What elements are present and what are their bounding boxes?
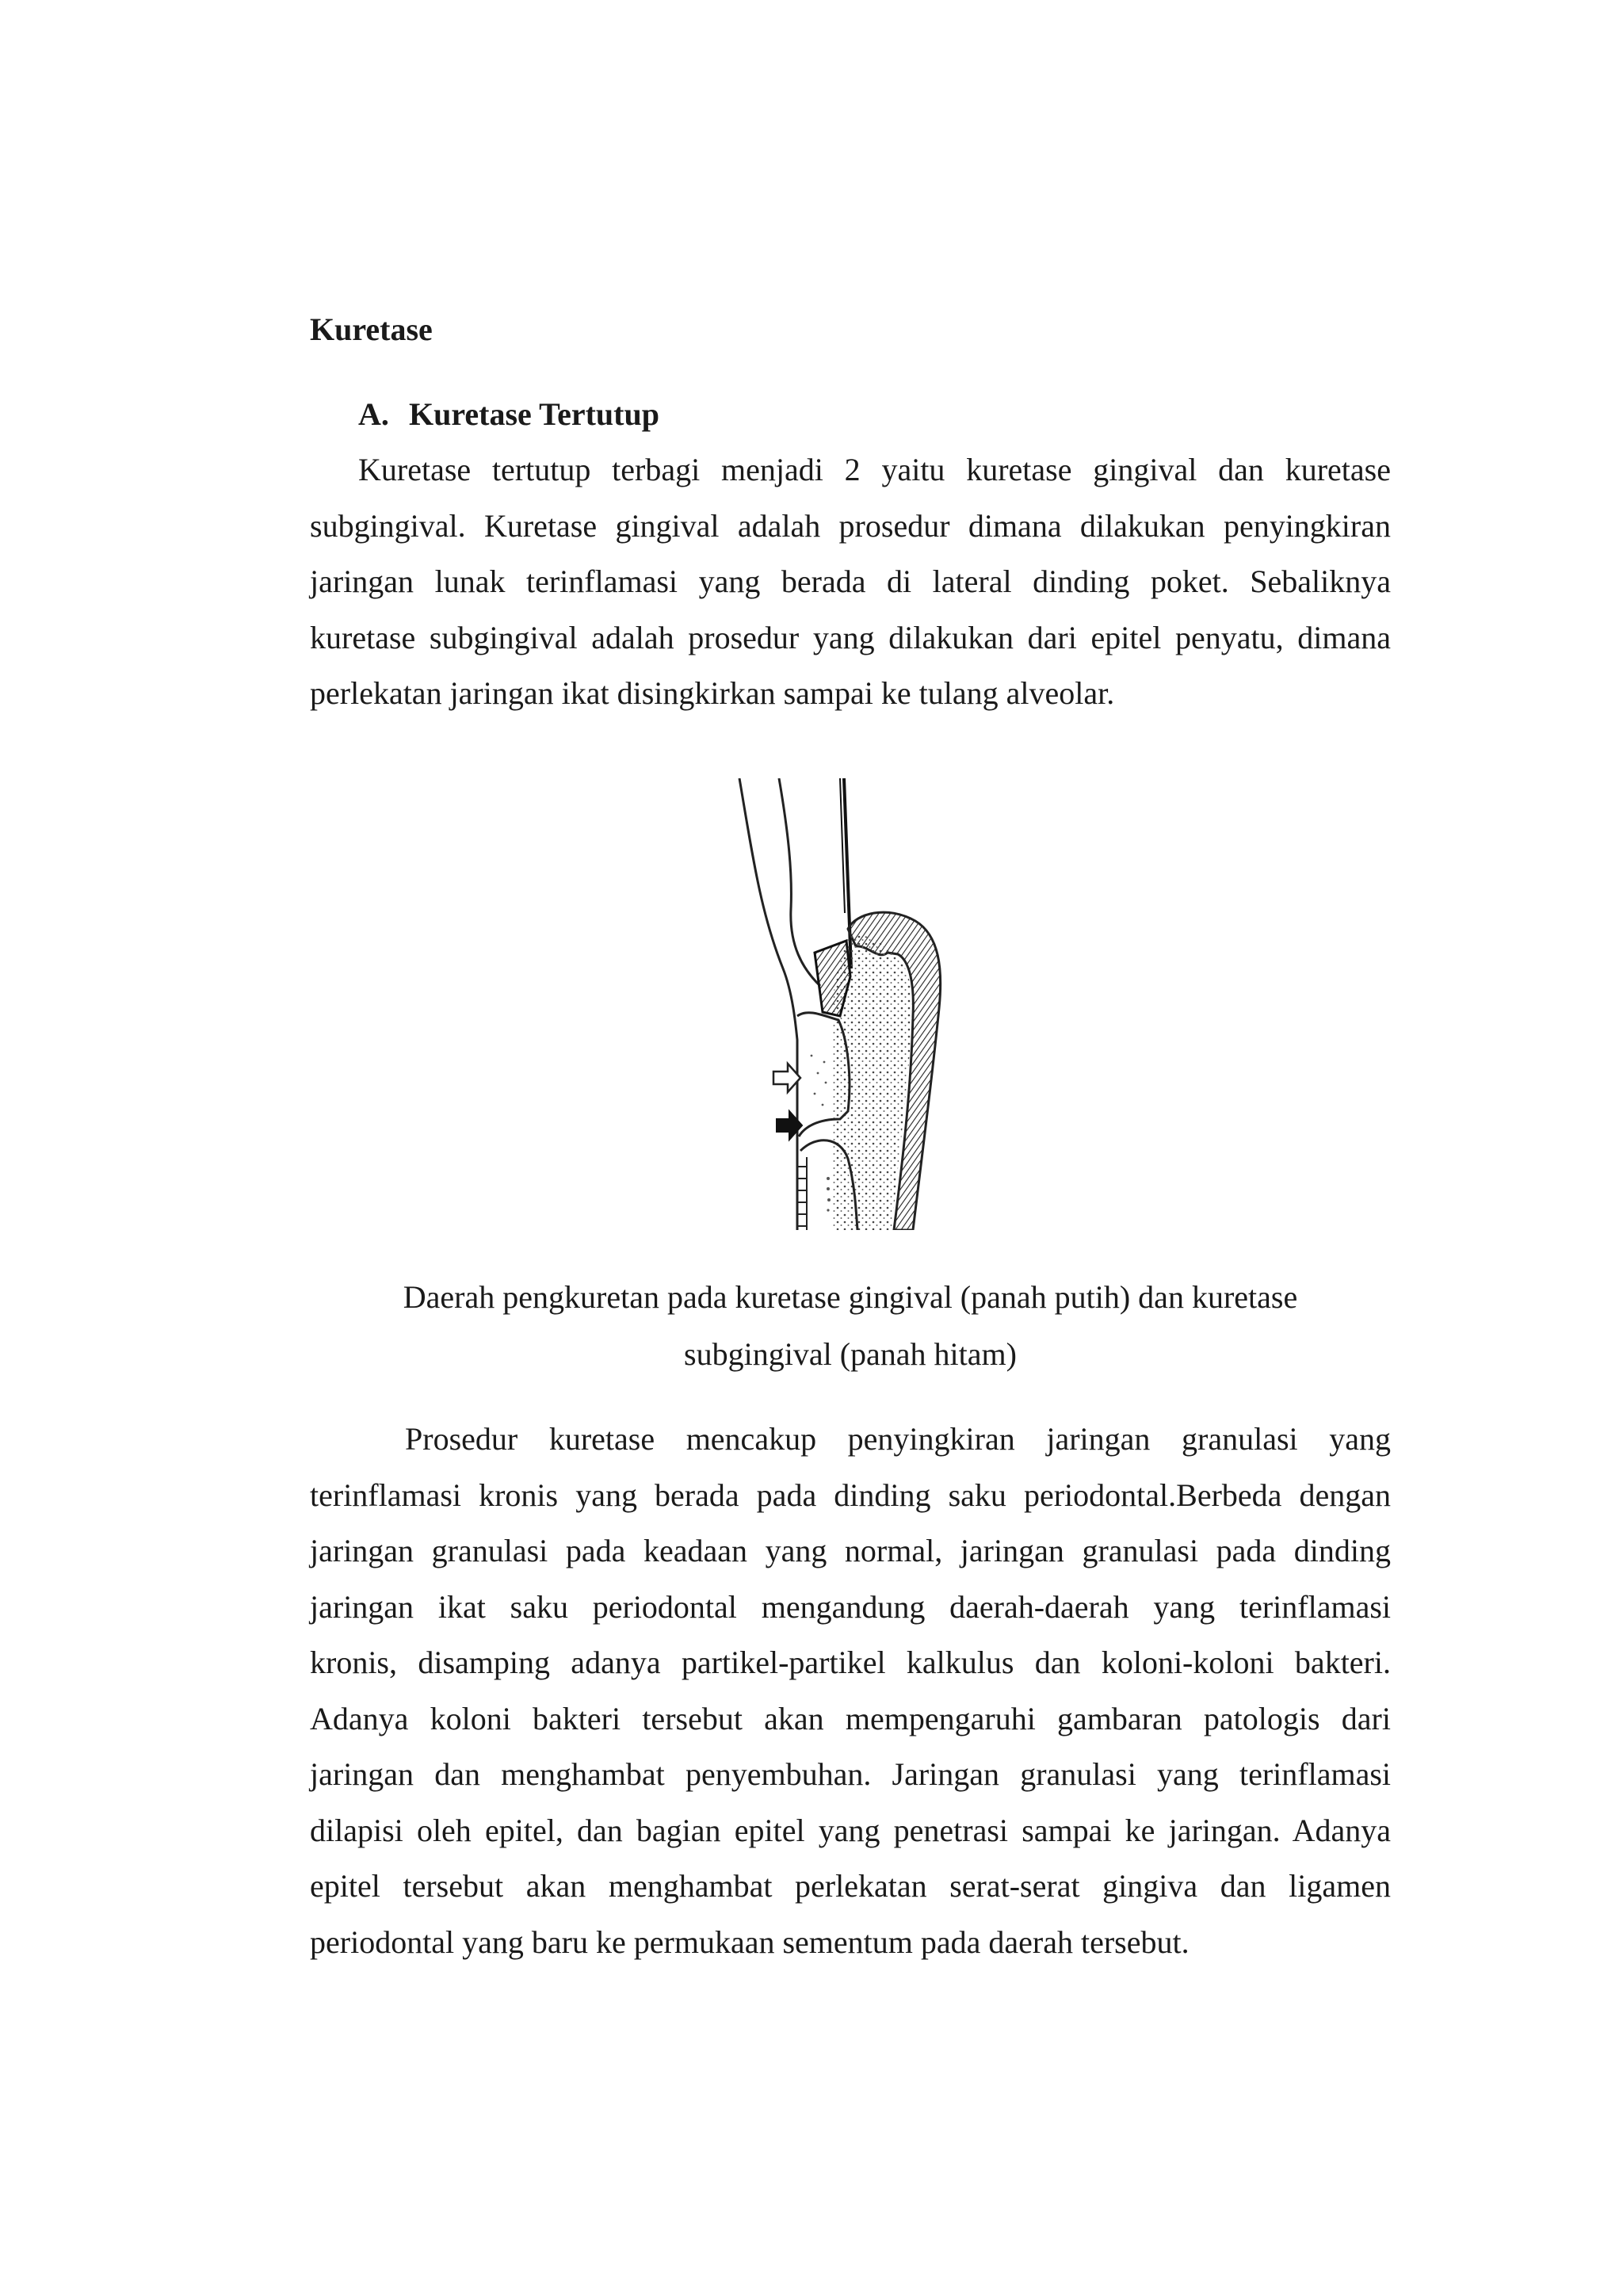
caption-line: Daerah pengkuretan pada kuretase gingival (panah putih) dan kuretase [403, 1279, 1298, 1315]
paragraph-line: jaringan dan menghambat penyembuhan. Jaringan granulasi yang terinflamasi [310, 1756, 1391, 1792]
section-heading-text: Kuretase Tertutup [409, 396, 659, 432]
curettage-figure [729, 778, 967, 1230]
paragraph-intro [310, 442, 1391, 722]
paragraph-line: Kuretase tertutup terbagi menjadi 2 yaitu kuretase gingival dan kuretase [358, 452, 1391, 487]
paragraph-line: Prosedur kuretase mencakup penyingkiran jaringan granulasi yang [405, 1421, 1391, 1457]
section-heading [358, 392, 659, 437]
paragraph-line: epitel tersebut akan menghambat perlekatan serat-serat gingiva dan ligamen [310, 1868, 1391, 1904]
paragraph-procedure [310, 1412, 1391, 1970]
paragraph-line: dilapisi oleh epitel, dan bagian epitel yang penetrasi sampai ke jaringan. Adanya [310, 1812, 1391, 1848]
paragraph-line: Adanya koloni bakteri tersebut akan mempengaruhi gambaran patologis dari [310, 1700, 1391, 1736]
paragraph-line: kronis, disamping adanya partikel-partikel kalkulus dan koloni-koloni bakteri. [310, 1645, 1391, 1680]
paragraph-line: terinflamasi kronis yang berada pada dinding saku periodontal.Berbeda dengan [310, 1477, 1391, 1513]
tooth-gingiva-curettage-diagram [729, 778, 967, 1230]
caption-line: subgingival (panah hitam) [684, 1336, 1017, 1372]
paragraph-line: jaringan lunak terinflamasi yang berada di lateral dinding poket. Sebaliknya [310, 563, 1391, 599]
section-marker: A. [358, 396, 389, 432]
figure-caption [310, 1269, 1391, 1383]
paragraph-line: perlekatan jaringan ikat disingkirkan sampai ke tulang alveolar. [310, 675, 1115, 711]
paragraph-line: kuretase subgingival adalah prosedur yang dilakukan dari epitel penyatu, dimana [310, 619, 1391, 655]
paragraph-line: subgingival. Kuretase gingival adalah prosedur dimana dilakukan penyingkiran [310, 507, 1391, 544]
page-title: Kuretase [310, 311, 433, 347]
periodontal-ligament [797, 1157, 807, 1230]
paragraph-line: periodontal yang baru ke permukaan sementum pada daerah tersebut. [310, 1924, 1190, 1960]
paragraph-line: jaringan ikat saku periodontal mengandung daerah-daerah yang terinflamasi [310, 1588, 1391, 1625]
paragraph-line: jaringan granulasi pada keadaan yang normal, jaringan granulasi pada dinding [310, 1533, 1391, 1568]
